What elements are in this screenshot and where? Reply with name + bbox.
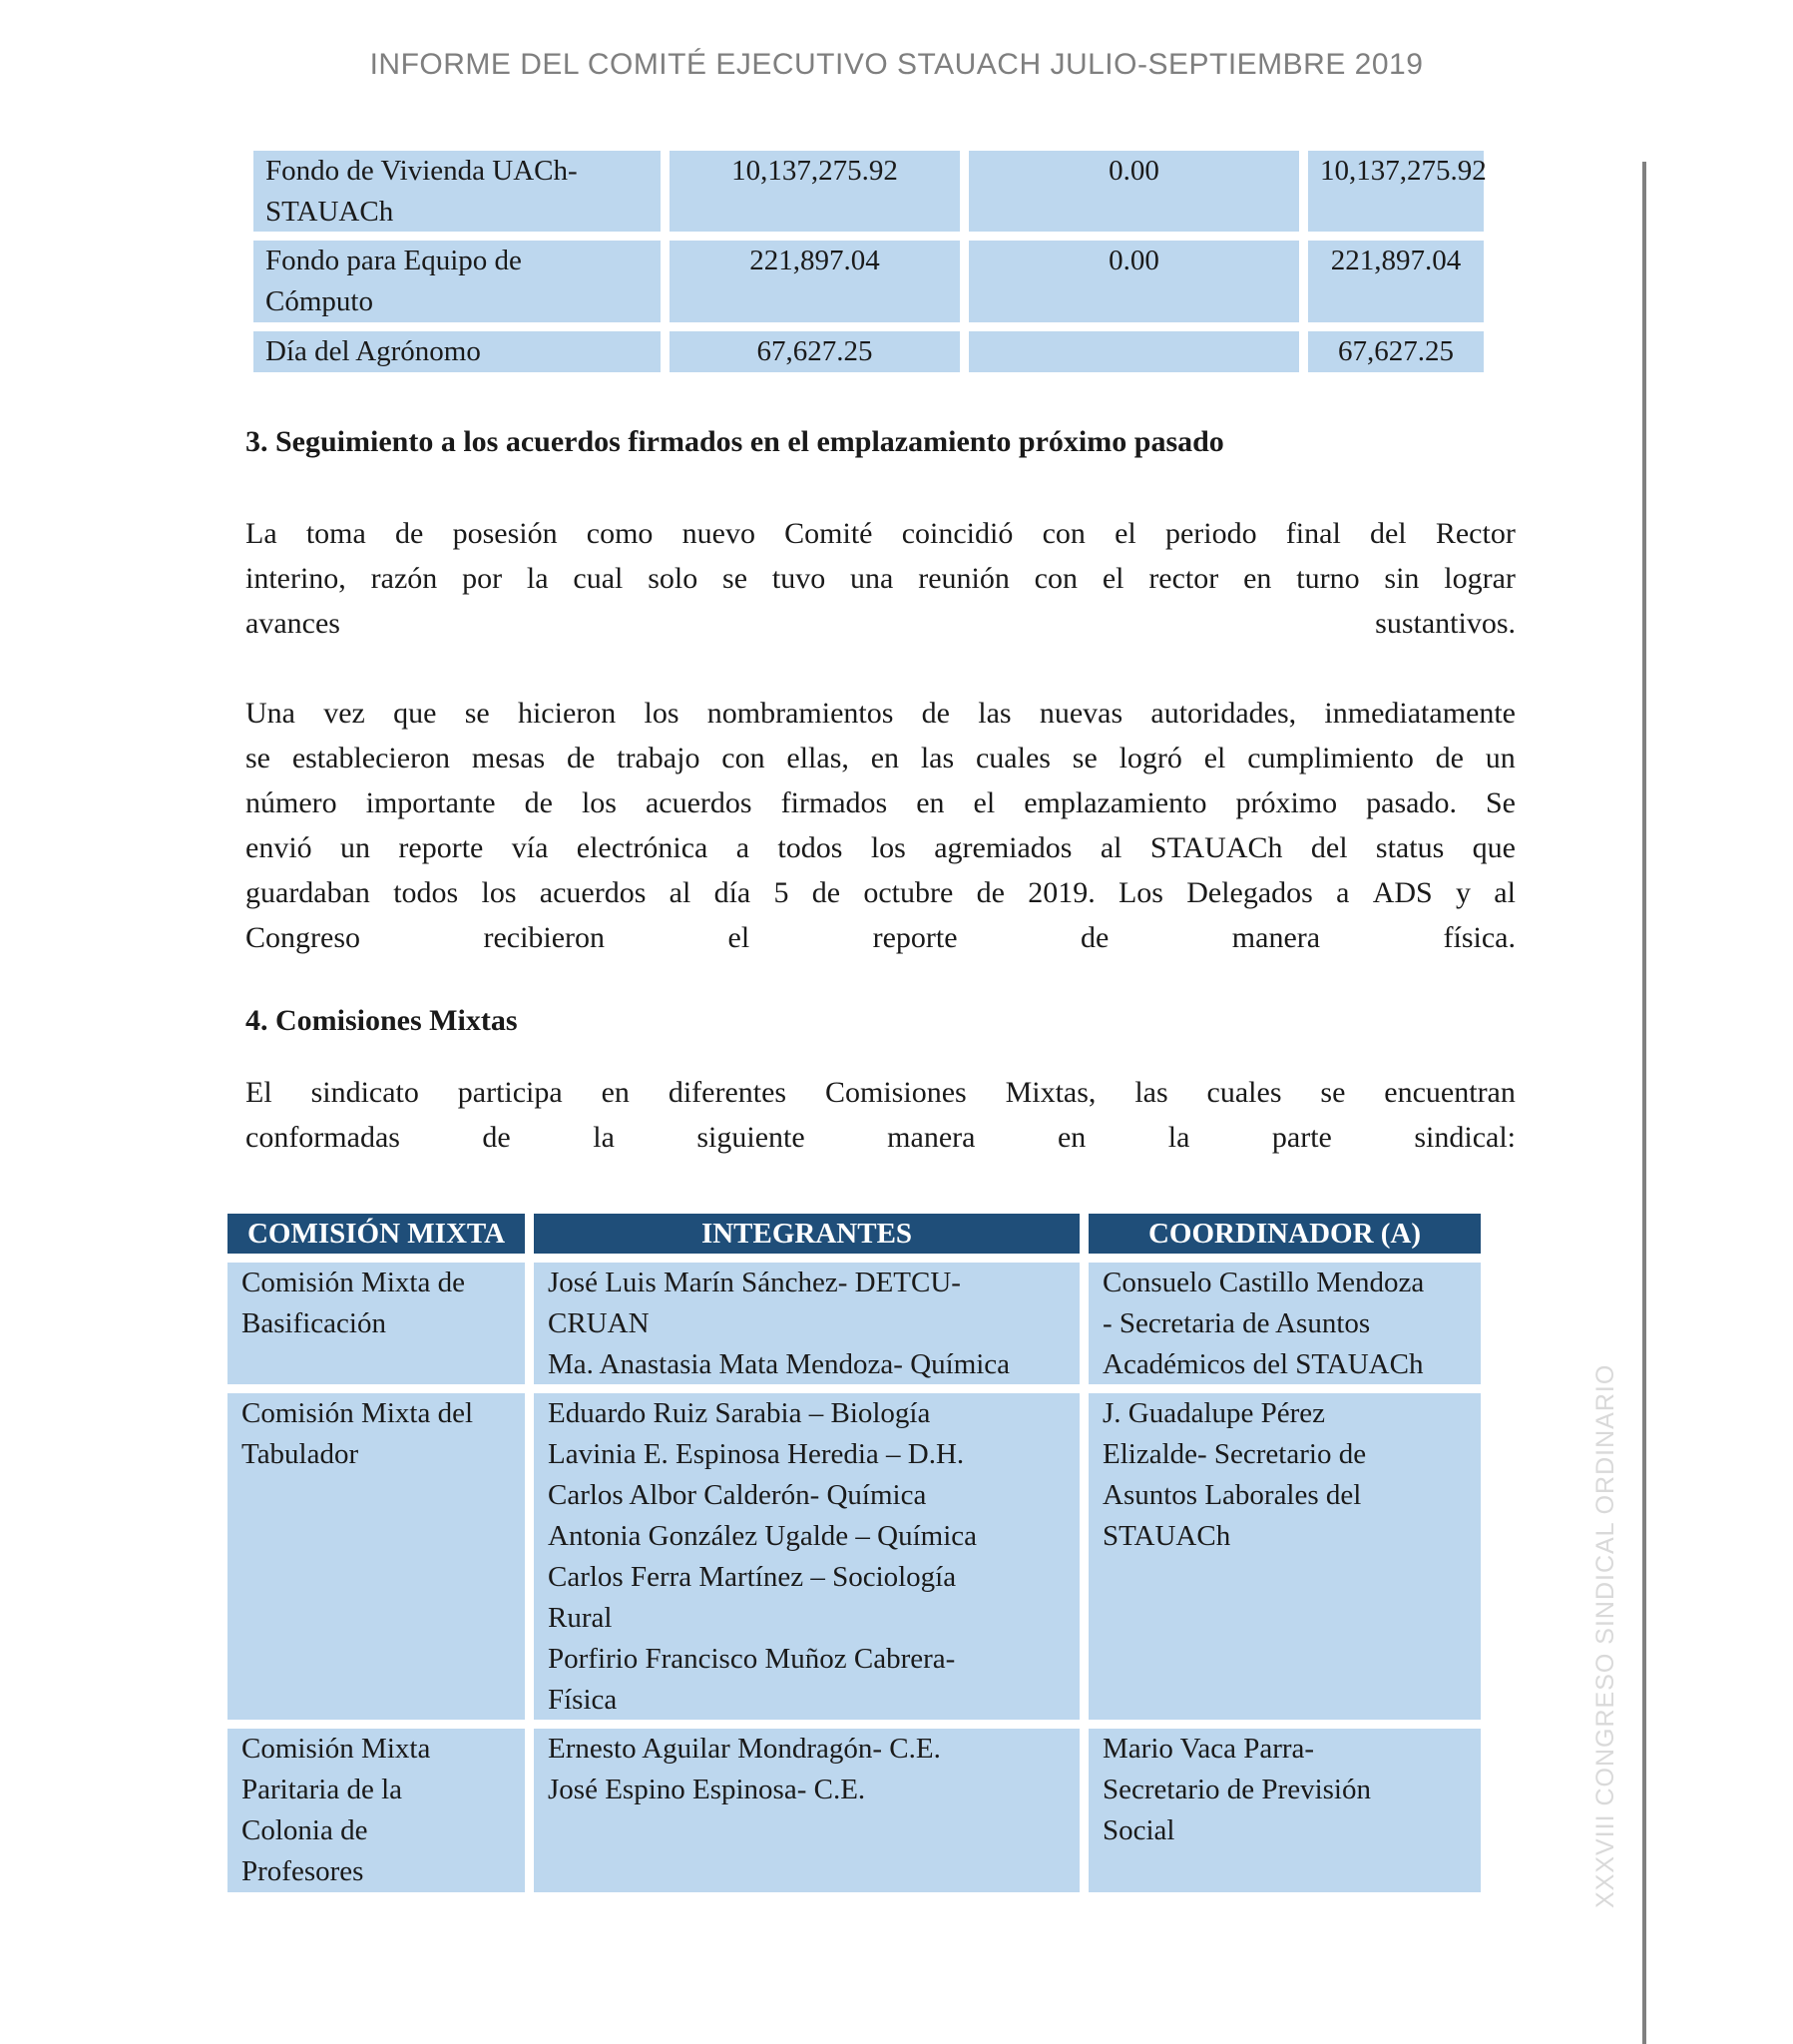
word: el xyxy=(1115,517,1136,550)
word: que xyxy=(1472,831,1516,864)
word: Una xyxy=(245,697,295,730)
section-3-heading: 3. Seguimiento a los acuerdos firmados en el emplazamiento próximo pasado xyxy=(245,425,1224,458)
cell-members xyxy=(534,1729,1080,1892)
word: los xyxy=(644,697,679,730)
word: de xyxy=(567,742,596,774)
word: se xyxy=(722,562,748,595)
fund-value: 10,137,275.92 xyxy=(670,151,960,232)
word: de xyxy=(1435,742,1464,774)
fund-value: 67,627.25 xyxy=(670,331,960,372)
word: de xyxy=(395,517,424,550)
paragraph-line: conformadas de la siguiente manera en la parte sindical: xyxy=(245,1121,1516,1154)
word: sin xyxy=(1384,562,1420,595)
word: y xyxy=(1455,876,1471,909)
fund-name-line: Fondo de Vivienda UACh- xyxy=(265,155,578,187)
word: final xyxy=(1285,517,1341,550)
word: al xyxy=(1100,831,1122,864)
cell-line: Profesores xyxy=(241,1855,364,1887)
cell-line: J. Guadalupe Pérez xyxy=(1103,1397,1326,1429)
fund-name xyxy=(253,241,661,322)
word: el xyxy=(1102,562,1124,595)
word: coincidió xyxy=(901,517,1014,550)
fund-name-line: Fondo para Equipo de xyxy=(265,245,522,276)
word: envió xyxy=(245,831,312,864)
word: se xyxy=(464,697,490,730)
word: en xyxy=(601,1076,630,1109)
word: que xyxy=(393,697,437,730)
cell-line: Social xyxy=(1103,1814,1175,1846)
paragraph-line: Congreso recibieron el reporte de manera física. xyxy=(245,921,1516,954)
fund-value xyxy=(969,331,1299,372)
word: los xyxy=(581,786,617,819)
cell-line: Rural xyxy=(548,1602,613,1634)
word: acuerdos xyxy=(539,876,647,909)
word: sindicato xyxy=(310,1076,419,1109)
word: logró xyxy=(1119,742,1182,774)
word: cumplimiento xyxy=(1247,742,1414,774)
word: El xyxy=(245,1076,272,1109)
word: autoridades, xyxy=(1150,697,1297,730)
word: participa xyxy=(457,1076,563,1109)
word: agremiados xyxy=(934,831,1073,864)
cell-line: STAUACh xyxy=(1103,1520,1231,1552)
fund-value: 221,897.04 xyxy=(670,241,960,322)
fund-value: 0.00 xyxy=(969,241,1299,322)
word: 2019. xyxy=(1028,876,1096,909)
fund-value: 221,897.04 xyxy=(1308,241,1484,322)
word: Rector xyxy=(1435,517,1516,550)
word: Los xyxy=(1118,876,1163,909)
cell-line: Paritaria de la xyxy=(241,1774,403,1805)
word: el xyxy=(1203,742,1226,774)
word: emplazamiento xyxy=(1024,786,1207,819)
cell-line: José Espino Espinosa- C.E. xyxy=(548,1774,866,1805)
word: una xyxy=(850,562,894,595)
word: turno xyxy=(1296,562,1360,595)
word: al xyxy=(1494,876,1516,909)
word: reporte xyxy=(398,831,484,864)
paragraph-line xyxy=(245,780,1516,825)
fund-value: 67,627.25 xyxy=(1308,331,1484,372)
word: octubre xyxy=(863,876,954,909)
column-header-members: INTEGRANTES xyxy=(534,1214,1080,1254)
word: se xyxy=(1072,742,1098,774)
word: todos xyxy=(777,831,843,864)
word: importante xyxy=(365,786,496,819)
word: nombramientos xyxy=(706,697,894,730)
cell-line: Colonia de xyxy=(241,1814,368,1846)
cell-line: Comisión Mixta del xyxy=(241,1397,473,1429)
cell-line: Porfirio Francisco Muñoz Cabrera- xyxy=(548,1643,956,1675)
margin-rule xyxy=(1642,162,1646,2044)
column-header-commission: COMISIÓN MIXTA xyxy=(227,1214,525,1254)
word: los xyxy=(481,876,517,909)
word: pasado. xyxy=(1366,786,1457,819)
word: cuales xyxy=(1206,1076,1282,1109)
cell-line: Secretario de Previsión xyxy=(1103,1774,1371,1805)
cell-line: Elizalde- Secretario de xyxy=(1103,1438,1367,1470)
fund-name-line: Cómputo xyxy=(265,285,373,317)
word: de xyxy=(811,876,841,909)
word: interino, xyxy=(245,562,346,595)
paragraph-line xyxy=(245,691,1516,736)
fund-value: 0.00 xyxy=(969,151,1299,232)
word: número xyxy=(245,786,337,819)
word: periodo xyxy=(1164,517,1257,550)
paragraph-line: avances sustantivos. xyxy=(245,607,1516,640)
column-header-coordinator: COORDINADOR (A) xyxy=(1089,1214,1481,1254)
word: con xyxy=(721,742,765,774)
fund-name xyxy=(253,331,661,372)
cell-line: Carlos Ferra Martínez – Sociología xyxy=(548,1561,957,1593)
paragraph-line xyxy=(245,556,1516,601)
cell-line: Física xyxy=(548,1684,618,1716)
page-header-title: INFORME DEL COMITÉ EJECUTIVO STAUACH JULIO-SEPTIEMBRE 2019 xyxy=(369,48,1424,81)
word: con xyxy=(1042,517,1086,550)
cell-line: Lavinia E. Espinosa Heredia – D.H. xyxy=(548,1438,965,1470)
word: reunión xyxy=(918,562,1010,595)
watermark-text: XXXVIII CONGRESO SINDICAL ORDINARIO xyxy=(1591,1363,1619,1908)
word: hicieron xyxy=(517,697,617,730)
paragraph-line xyxy=(245,870,1516,915)
word: razón xyxy=(370,562,438,595)
word: de xyxy=(976,876,1005,909)
word: ADS xyxy=(1372,876,1433,909)
cell-line: Consuelo Castillo Mendoza xyxy=(1103,1267,1425,1298)
cell-line: Basificación xyxy=(241,1307,386,1339)
word: en xyxy=(1243,562,1272,595)
word: se xyxy=(245,742,270,774)
word: vía xyxy=(511,831,549,864)
section-3-paragraph-2 xyxy=(245,691,1516,960)
word: todos xyxy=(393,876,459,909)
cell-members xyxy=(534,1393,1080,1720)
word: Mixtas, xyxy=(1005,1076,1097,1109)
cell-commission xyxy=(227,1393,525,1720)
word: solo xyxy=(648,562,698,595)
word: la xyxy=(526,562,549,595)
word: tuvo xyxy=(771,562,826,595)
cell-line: Académicos del STAUACh xyxy=(1103,1348,1424,1380)
word: los xyxy=(870,831,906,864)
word: día xyxy=(713,876,751,909)
word: encuentran xyxy=(1384,1076,1516,1109)
word: próximo xyxy=(1235,786,1338,819)
cell-line: Carlos Albor Calderón- Química xyxy=(548,1479,927,1511)
word: las xyxy=(920,742,955,774)
word: posesión xyxy=(452,517,558,550)
cell-line: Eduardo Ruiz Sarabia – Biología xyxy=(548,1397,931,1429)
section-4-heading: 4. Comisiones Mixtas xyxy=(245,1004,518,1037)
cell-line: - Secretaria de Asuntos xyxy=(1103,1307,1371,1339)
word: establecieron xyxy=(291,742,451,774)
cell-line: Comisión Mixta de xyxy=(241,1267,465,1298)
word: en xyxy=(916,786,945,819)
cell-line: Mario Vaca Parra- xyxy=(1103,1733,1315,1765)
word: en xyxy=(870,742,900,774)
word: diferentes xyxy=(668,1076,787,1109)
fund-name-line: Día del Agrónomo xyxy=(265,335,481,367)
word: STAUACh xyxy=(1149,831,1283,864)
word: con xyxy=(1034,562,1078,595)
word: electrónica xyxy=(576,831,708,864)
word: a xyxy=(1336,876,1350,909)
cell-line: Comisión Mixta xyxy=(241,1733,431,1765)
word: La xyxy=(245,517,277,550)
fund-name-line: STAUACh xyxy=(265,196,394,228)
word: Comisiones xyxy=(825,1076,967,1109)
word: las xyxy=(1134,1076,1168,1109)
word: lograr xyxy=(1444,562,1516,595)
cell-coordinator xyxy=(1089,1393,1481,1720)
section-4-paragraph xyxy=(245,1070,1516,1160)
cell-commission xyxy=(227,1729,525,1892)
word: mesas xyxy=(471,742,546,774)
word: guardaban xyxy=(245,876,370,909)
cell-line: Antonia González Ugalde – Química xyxy=(548,1520,978,1552)
cell-members xyxy=(534,1263,1080,1384)
paragraph-line xyxy=(245,511,1516,556)
word: del xyxy=(1310,831,1348,864)
word: firmados xyxy=(780,786,888,819)
cell-line: José Luis Marín Sánchez- DETCU- xyxy=(548,1267,961,1298)
section-3-paragraph-1 xyxy=(245,511,1516,646)
cell-coordinator xyxy=(1089,1263,1481,1384)
cell-line: CRUAN xyxy=(548,1307,650,1339)
word: el xyxy=(973,786,996,819)
word: inmediatamente xyxy=(1324,697,1516,730)
word: del xyxy=(1369,517,1407,550)
word: al xyxy=(669,876,691,909)
word: como xyxy=(586,517,654,550)
word: status xyxy=(1375,831,1445,864)
word: a xyxy=(735,831,750,864)
cell-line: Tabulador xyxy=(241,1438,359,1470)
word: nuevo xyxy=(681,517,755,550)
word: nuevas xyxy=(1039,697,1123,730)
word: acuerdos xyxy=(645,786,752,819)
word: 5 xyxy=(773,876,789,909)
word: rector xyxy=(1148,562,1219,595)
word: cual xyxy=(573,562,624,595)
word: por xyxy=(462,562,503,595)
cell-coordinator xyxy=(1089,1729,1481,1892)
cell-line: Asuntos Laborales del xyxy=(1103,1479,1362,1511)
word: las xyxy=(978,697,1012,730)
word: de xyxy=(524,786,553,819)
word: ellas, xyxy=(786,742,849,774)
word: vez xyxy=(323,697,365,730)
word: Delegados xyxy=(1186,876,1313,909)
cell-commission xyxy=(227,1263,525,1384)
word: se xyxy=(1320,1076,1346,1109)
word: un xyxy=(1485,742,1516,774)
word: un xyxy=(340,831,371,864)
word: trabajo xyxy=(617,742,700,774)
paragraph-line xyxy=(245,736,1516,780)
paragraph-line xyxy=(245,1070,1516,1115)
word: Se xyxy=(1485,786,1516,819)
word: toma xyxy=(305,517,366,550)
word: de xyxy=(921,697,950,730)
word: cuales xyxy=(975,742,1051,774)
cell-line: Ernesto Aguilar Mondragón- C.E. xyxy=(548,1733,941,1765)
word: Comité xyxy=(784,517,873,550)
paragraph-line xyxy=(245,825,1516,870)
fund-value: 10,137,275.92 xyxy=(1308,151,1484,232)
fund-name xyxy=(253,151,661,232)
cell-line: Ma. Anastasia Mata Mendoza- Química xyxy=(548,1348,1011,1380)
